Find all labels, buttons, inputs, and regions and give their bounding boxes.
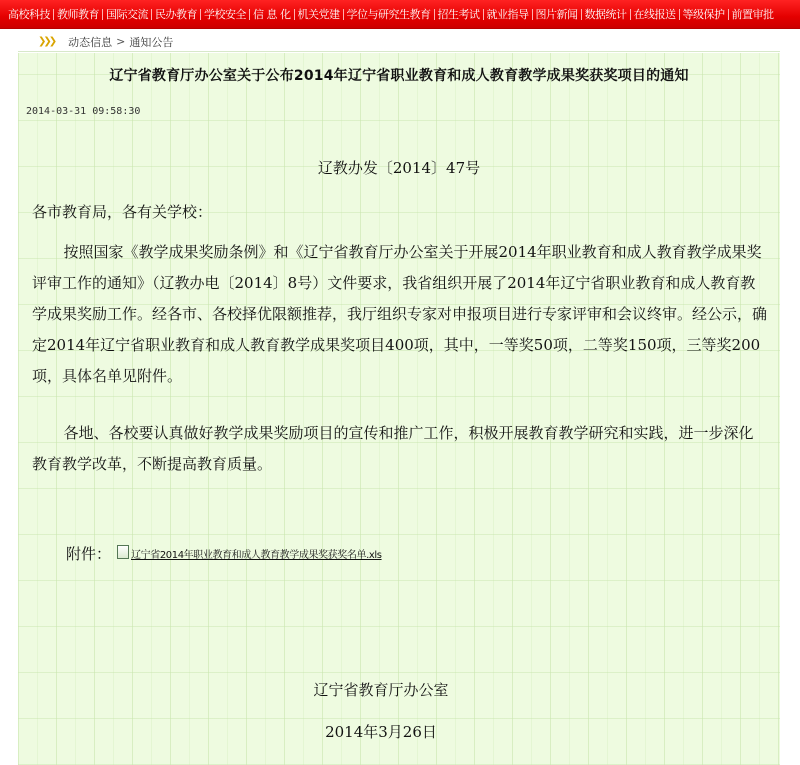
nav-divider bbox=[532, 9, 533, 20]
nav-item-zhaoshengkaoshi[interactable]: 招生考试 bbox=[437, 7, 480, 21]
nav-divider bbox=[630, 9, 631, 20]
nav-divider bbox=[728, 9, 729, 20]
nav-item-gaoxiaokeji[interactable]: 高校科技 bbox=[8, 7, 50, 21]
nav-divider bbox=[434, 9, 435, 20]
attachment-label: 附件： bbox=[66, 545, 112, 563]
nav-item-minbanjiaoyu[interactable]: 民办教育 bbox=[155, 7, 197, 21]
nav-item-shujutongji[interactable]: 数据统计 bbox=[584, 7, 627, 21]
nav-item-jiguandangjian[interactable]: 机关党建 bbox=[297, 7, 340, 21]
breadcrumb-separator: > bbox=[116, 35, 126, 48]
nav-item-jiuyezhidao[interactable]: 就业指导 bbox=[486, 7, 529, 21]
nav-divider bbox=[102, 9, 103, 20]
double-chevron-right-icon: ❯❯❯ bbox=[38, 36, 55, 47]
nav-item-zaixianbaosong[interactable]: 在线报送 bbox=[633, 7, 676, 21]
top-navigation bbox=[0, 0, 800, 29]
nav-divider bbox=[483, 9, 484, 20]
nav-divider bbox=[679, 9, 680, 20]
signature: 辽宁省教育厅办公室 bbox=[313, 681, 449, 699]
attachment bbox=[66, 543, 382, 564]
signature-date: 2014年3月26日 bbox=[325, 723, 437, 741]
breadcrumb-item-dongtaixinxi[interactable]: 动态信息 bbox=[68, 35, 113, 49]
salutation: 各市教育局，各有关学校： bbox=[32, 203, 213, 221]
nav-item-dengjibaohu[interactable]: 等级保护 bbox=[682, 7, 725, 21]
nav-item-tupianxinwen[interactable]: 图片新闻 bbox=[535, 7, 578, 21]
publish-timestamp: 2014-03-31 09:58:30 bbox=[26, 106, 141, 117]
nav-divider bbox=[53, 9, 54, 20]
nav-item-xuexiaoanquan[interactable]: 学校安全 bbox=[204, 7, 246, 21]
breadcrumb bbox=[18, 32, 780, 52]
document-number: 辽教办发〔2014〕47号 bbox=[317, 159, 481, 177]
nav-item-qianzhishenpi[interactable]: 前置审批 bbox=[731, 7, 774, 21]
paragraph-1: 按照国家《教学成果奖励条例》和《辽宁省教育厅办公室关于开展2014年职业教育和成人教育教学成果奖评审工作的通知》（辽教办电〔2014〕8号）文件要求，我省组织开展了2014年辽宁省职业教育和成人教育教学成果奖励工作。经各市、各校择优限额推荐，我厅组织专家对申报项目进行专家评审和会议终审。经公示，确定2014年辽宁省职业教育和成人教育教学成果奖项目400项，其中，一等奖50项，二等奖150项，三等奖200项，具体名单见附件。 bbox=[32, 243, 768, 385]
nav-item-xuewei-yanjiusheng[interactable]: 学位与研究生教育 bbox=[346, 7, 431, 21]
attachment-file-link[interactable]: 辽宁省2014年职业教育和成人教育教学成果奖获奖名单.xls bbox=[131, 550, 382, 561]
nav-item-jiaoshijiaoyu[interactable]: 教师教育 bbox=[57, 7, 99, 21]
nav-item-xinxihua[interactable]: 信 息 化 bbox=[253, 7, 291, 21]
nav-divider bbox=[581, 9, 582, 20]
excel-file-icon bbox=[117, 545, 129, 559]
nav-divider bbox=[249, 9, 250, 20]
article-title: 辽宁省教育厅办公室关于公布2014年辽宁省职业教育和成人教育教学成果奖获奖项目的通知 bbox=[109, 68, 689, 84]
breadcrumb-item-tongzhigonggao[interactable]: 通知公告 bbox=[129, 35, 174, 49]
nav-item-guojijiaoliu[interactable]: 国际交流 bbox=[106, 7, 148, 21]
nav-divider bbox=[151, 9, 152, 20]
nav-divider bbox=[343, 9, 344, 20]
paragraph-2: 各地、各校要认真做好教学成果奖励项目的宣传和推广工作，积极开展教育教学研究和实践，进一步深化教育教学改革，不断提高教育质量。 bbox=[32, 424, 754, 473]
article-content bbox=[18, 53, 780, 765]
nav-divider bbox=[294, 9, 295, 20]
nav-divider bbox=[200, 9, 201, 20]
